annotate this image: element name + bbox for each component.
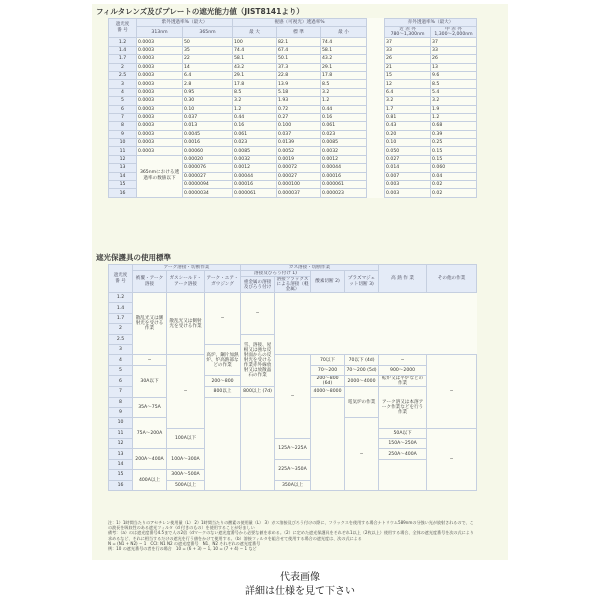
table1-cell: 13 xyxy=(431,63,477,71)
table1-cell: 50.1 xyxy=(277,55,321,63)
note-1: 注：1）1時間当たりのアセチレン使用量（L） 2）1時間当たりの酸素の使用量（L） 3）ガス溶接及びろう付けの際に、フラックスを使用する場合ナトリウム589nmの分強い光が放射されるので、この波長を吸収性のある遮光フィルタ（d 付きのもの）を使用することが好ましい xyxy=(108,520,474,531)
col-vis-min: 最 小 xyxy=(321,27,367,38)
table2-cell: 500A以上 xyxy=(167,480,205,490)
table1-cell: 33 xyxy=(385,46,431,54)
table2-cell: 350A以上 xyxy=(275,480,311,490)
table1-cell: 0.050 xyxy=(385,147,431,155)
table1-row xyxy=(109,63,477,71)
table1-cell: 26 xyxy=(385,55,431,63)
table2-cell: 2000〜4000 xyxy=(345,376,379,387)
caption-details: 詳細は仕様を見て下さい xyxy=(245,586,355,597)
table1-cell: 0.0000094 xyxy=(183,181,233,189)
table1-cell: 0.0003 xyxy=(137,139,183,147)
table2-cell: 70〜200 (5d) xyxy=(345,365,379,375)
table1-row xyxy=(109,113,477,121)
table1-cell: 37 xyxy=(385,38,431,46)
shade-number: 6 xyxy=(109,105,137,113)
table1-cell: 8.5 xyxy=(233,88,277,96)
table1-cell: 0.0045 xyxy=(183,130,233,138)
shade-number: 2 xyxy=(109,324,133,334)
table2-cell: 75A〜200A xyxy=(133,418,167,449)
table1-cell: 0.0016 xyxy=(183,139,233,147)
caption-representative: 代表画像 xyxy=(280,572,320,583)
table2-empty xyxy=(311,397,345,491)
table1-cell: 67.4 xyxy=(277,46,321,54)
table1-title: フィルタレンズ及びプレートの遮光能力値（JIST8141より） xyxy=(96,7,304,16)
shade-number: 1.4 xyxy=(109,46,137,54)
table1-cell: 3.2 xyxy=(233,97,277,105)
note-2: 備考：（a）のは遮光度番号4.5まで人の2倍（dマークのない遮光度番号から必要な値を求める。（2）に定めた遮光保護具をそれぞれ1以上（2枚以上）使用する場合、全体の遮光度番号を次の式により求めるなど、それに相当するだけの遮光を行う値をかけて使用する。（b）溶接フィルタを組合せて使用する場合の遮光度は、次の式による xyxy=(108,530,474,541)
t2-col-arc1: 被覆・アーク溶接 xyxy=(133,271,167,293)
table2-cell: − xyxy=(241,293,275,335)
table1-cell: 0.39 xyxy=(431,130,477,138)
table1-cell: 0.014 xyxy=(385,164,431,172)
table2-cell: 散乱光又は側射光を受ける作業 xyxy=(133,293,167,355)
table1-row xyxy=(109,55,477,63)
shade-number: 6 xyxy=(109,376,133,387)
shade-number: 11 xyxy=(109,147,137,155)
table1-cell: 8.5 xyxy=(321,80,367,88)
table1-cell: 0.0003 xyxy=(137,55,183,63)
table1-cell: 0.007 xyxy=(385,172,431,180)
table2-cell: 225A〜350A xyxy=(275,459,311,480)
table2-body xyxy=(109,293,477,491)
table2-cell: 200A〜400A xyxy=(133,449,167,470)
table1-cell: 0.72 xyxy=(277,105,321,113)
t2-col-arc: アーク溶接・切断作業 xyxy=(133,265,241,271)
table1-cell: 0.000023 xyxy=(321,189,367,197)
shade-number: 1.7 xyxy=(109,55,137,63)
table1-body xyxy=(109,38,477,197)
shade-number: 9 xyxy=(109,407,133,417)
shade-number: 3 xyxy=(109,344,133,354)
table1-cell: 43.2 xyxy=(321,55,367,63)
table2-empty xyxy=(205,397,241,491)
table2-cell: 200〜800 (6d) xyxy=(311,376,345,387)
shade-number: 1.2 xyxy=(109,38,137,46)
shade-number: 2 xyxy=(109,63,137,71)
table1-row xyxy=(109,97,477,105)
t2-col-gas1a: 重金属の溶接及びろう付け xyxy=(241,277,275,293)
table1-cell: 0.16 xyxy=(233,122,277,130)
table1-cell: 0.000027 xyxy=(183,172,233,180)
t2-col-shade-no: 遮光度 番 号 xyxy=(109,265,133,293)
table2-cell: − xyxy=(427,428,477,490)
table1-cell: 0.023 xyxy=(233,139,277,147)
table1-cell: 0.04 xyxy=(431,172,477,180)
shade-number: 13 xyxy=(109,164,137,172)
table1-cell: 74.4 xyxy=(321,38,367,46)
table1-cell: 0.013 xyxy=(183,122,233,130)
table1-cell: 17.8 xyxy=(233,80,277,88)
t2-col-gas: ガス溶接・切断作業 xyxy=(241,265,379,271)
table1-cell: 3.2 xyxy=(431,97,477,105)
table1-cell: 1.9 xyxy=(431,105,477,113)
shade-number: 15 xyxy=(109,470,133,480)
table1-row xyxy=(109,88,477,96)
table2-cell: 50A以下 xyxy=(379,428,427,438)
table1-cell: 0.00016 xyxy=(233,181,277,189)
table1-cell: 1.93 xyxy=(277,97,321,105)
table1-cell: 100 xyxy=(233,38,277,46)
table1-cell: 0.02 xyxy=(431,189,477,197)
shade-number: 14 xyxy=(109,172,137,180)
table1-cell: 0.00027 xyxy=(277,172,321,180)
table1-cell: 0.0032 xyxy=(321,147,367,155)
table1-cell: 58.1 xyxy=(233,55,277,63)
table2-cell: 200〜800 xyxy=(205,376,241,387)
filter-shade-table xyxy=(108,18,477,198)
table2-cell: 転炉又は平炉などの作業 xyxy=(379,376,427,387)
table2-cell: アーク溶又は本溶アーク作業などを行う作業 xyxy=(379,387,427,429)
table1-cell: 0.00044 xyxy=(321,164,367,172)
shade-number: 16 xyxy=(109,189,137,197)
table1-cell: 0.0012 xyxy=(233,164,277,172)
table1-row xyxy=(109,71,477,79)
col-shade-no: 遮光度 番 号 xyxy=(109,19,137,38)
table1-cell: 0.81 xyxy=(385,113,431,121)
table1-cell: 0.0012 xyxy=(321,155,367,163)
table2-cell: − xyxy=(427,355,477,428)
table1-cell: 0.0003 xyxy=(137,63,183,71)
table2-cell: 100A以下 xyxy=(167,428,205,449)
col-vis-max: 最 大 xyxy=(233,27,277,38)
table1-cell: 0.023 xyxy=(321,130,367,138)
t2-col-gas1b: 溶接フラックスによる溶接（軽金属） xyxy=(276,277,309,292)
col-ir-mid: 中 赤 外 1,300～2,000nm xyxy=(431,27,477,38)
table1-row xyxy=(109,46,477,54)
table2-cell: − xyxy=(133,355,167,365)
table1-cell: 9.6 xyxy=(431,71,477,79)
table1-cell: 33 xyxy=(431,46,477,54)
table1-cell: 82.1 xyxy=(277,38,321,46)
col-uv-313: 313nm xyxy=(137,27,183,38)
table2-empty xyxy=(241,397,275,491)
table2-cell: 100A〜300A xyxy=(167,449,205,470)
table1-cell: 0.00020 xyxy=(183,155,233,163)
table2-cell: − xyxy=(345,418,379,491)
table1-cell: 17.8 xyxy=(321,71,367,79)
table1-cell: 0.003 xyxy=(385,189,431,197)
table1-cell: 0.100 xyxy=(277,122,321,130)
col-ir: 赤外透過率%（最大） xyxy=(385,19,477,27)
table1-cell: 0.0003 xyxy=(137,88,183,96)
shade-number: 10 xyxy=(109,139,137,147)
table1-cell: 0.027 xyxy=(385,155,431,163)
table1-cell: 0.44 xyxy=(233,113,277,121)
shade-number: 2.5 xyxy=(109,71,137,79)
t2-col-arc2: ガスシールド・アーク溶接 xyxy=(167,271,205,293)
col-uv: 紫外透過率%（最大） xyxy=(137,19,233,27)
table2-row xyxy=(109,355,477,365)
t2-col-furnace: 高 熱 作 業 xyxy=(379,265,427,293)
table1-cell: 0.061 xyxy=(321,122,367,130)
shade-number: 7 xyxy=(109,113,137,121)
table1-cell: 0.060 xyxy=(431,164,477,172)
table1-cell: 0.061 xyxy=(233,130,277,138)
t2-col-gas2: 酸素切断 2) xyxy=(311,271,345,293)
col-visible: 視感（可視光）透過率% xyxy=(233,19,367,27)
table1-cell: 0.000037 xyxy=(277,189,321,197)
shade-number: 5 xyxy=(109,365,133,375)
table1-cell: 5.4 xyxy=(431,88,477,96)
table1-cell: 14 xyxy=(183,63,233,71)
table2-cell: − xyxy=(167,355,205,428)
table1-cell: 0.20 xyxy=(385,130,431,138)
table1-cell: 5.18 xyxy=(277,88,321,96)
table1-cell: 0.0003 xyxy=(137,97,183,105)
table2-cell: 散乱光又は側射光を受ける作業 xyxy=(167,293,205,355)
notes-block xyxy=(108,520,476,551)
table2-cell: 150A〜250A xyxy=(379,439,427,449)
table1-cell: 0.0003 xyxy=(137,147,183,155)
table1-row xyxy=(109,130,477,138)
table2-cell: 35A〜75A xyxy=(133,397,167,418)
table1-cell: 0.00072 xyxy=(277,164,321,172)
table2-cell: 高炉、鋼片加熱炉、炉高熱部などの作業 xyxy=(205,344,241,375)
table2-cell: 125A〜225A xyxy=(275,439,311,460)
table1-cell: 0.0032 xyxy=(233,155,277,163)
table1-cell: 1.2 xyxy=(233,105,277,113)
usage-standard-table xyxy=(108,264,477,491)
table2-cell: 250A〜400A xyxy=(379,449,427,459)
shade-number: 12 xyxy=(109,155,137,163)
shade-number: 9 xyxy=(109,130,137,138)
table1-row xyxy=(109,80,477,88)
table1-cell: 0.95 xyxy=(183,88,233,96)
table1-row xyxy=(109,139,477,147)
shade-number: 10 xyxy=(109,418,133,428)
table2-cell: − xyxy=(379,355,427,365)
table1-cell: 0.43 xyxy=(385,122,431,130)
table2-cell: 70以下 (4d) xyxy=(345,355,379,365)
table1-cell: 0.00060 xyxy=(183,147,233,155)
table1-cell: 0.10 xyxy=(385,139,431,147)
table1-cell: 0.10 xyxy=(183,105,233,113)
shade-number: 2.5 xyxy=(109,334,133,344)
table1-cell: 0.30 xyxy=(183,97,233,105)
col-ir-near: 近 赤 外 780～1,300nm xyxy=(385,27,431,38)
table1-cell: 0.0003 xyxy=(137,46,183,54)
table1-cell: 21 xyxy=(385,63,431,71)
table2-cell: 30A以下 xyxy=(133,365,167,397)
table1-cell: 0.15 xyxy=(431,147,477,155)
table1-cell: 74.4 xyxy=(233,46,277,54)
shade-number: 7 xyxy=(109,387,133,397)
table1-cell: 0.25 xyxy=(431,139,477,147)
shade-number: 14 xyxy=(109,459,133,469)
table1-cell: 29.1 xyxy=(233,71,277,79)
table1-cell: 13.9 xyxy=(277,80,321,88)
table1-cell: 0.0003 xyxy=(137,105,183,113)
t2-col-gas3: プラズマジェット切断 3) xyxy=(345,271,379,293)
table1-row xyxy=(109,122,477,130)
table2-row xyxy=(109,293,477,303)
table1-cell: 1.7 xyxy=(385,105,431,113)
table1-row xyxy=(109,155,477,163)
table2-cell: 400A以上 xyxy=(133,470,167,491)
table1-cell: 0.000061 xyxy=(321,181,367,189)
table2-cell: − xyxy=(205,293,241,345)
table2-cell: 70以下 xyxy=(311,355,345,365)
table1-cell: 1.2 xyxy=(431,113,477,121)
note-365nm: 365nmにおける透過率の数値以下 xyxy=(137,155,183,197)
col-vis-std: 標 準 xyxy=(277,27,321,38)
shade-number: 1.4 xyxy=(109,303,133,313)
table1-cell: 0.0003 xyxy=(137,71,183,79)
shade-number: 11 xyxy=(109,428,133,438)
shade-number: 1.2 xyxy=(109,293,133,303)
table1-cell: 0.0003 xyxy=(137,113,183,121)
table1-row xyxy=(109,147,477,155)
table1-cell: 50 xyxy=(183,38,233,46)
table1-cell: 0.0003 xyxy=(137,38,183,46)
shade-number: 12 xyxy=(109,439,133,449)
table1-cell: 22.8 xyxy=(277,71,321,79)
table1-cell: 26 xyxy=(431,55,477,63)
table1-cell: 0.0085 xyxy=(321,139,367,147)
note-3: N = (N1 + N2) − 1 CCI: N1 N2 の遮光度番号 N1、N2 それぞれの遮光度番号 xyxy=(108,540,261,546)
table2-empty xyxy=(379,459,427,490)
table1-cell: 0.0003 xyxy=(137,80,183,88)
table1-cell: 0.000061 xyxy=(233,189,277,197)
shade-number: 15 xyxy=(109,181,137,189)
table1-cell: 0.003 xyxy=(385,181,431,189)
table1-cell: 0.0139 xyxy=(277,139,321,147)
table2-cell: 電気炉の作業 xyxy=(345,387,379,418)
t2-col-other: その他の作業 xyxy=(427,265,477,293)
table1-cell: 0.00044 xyxy=(233,172,277,180)
table1-cell: 0.15 xyxy=(431,155,477,163)
table1-cell: 15 xyxy=(385,71,431,79)
table1-cell: 43.2 xyxy=(233,63,277,71)
table2-cell: 雪、溶接、屋根又は強な反射面からの反射光を受ける作業赤外線放射又は放散晶石の作業 xyxy=(241,334,275,387)
table1-cell: 0.0019 xyxy=(277,155,321,163)
table1-cell: 12 xyxy=(385,80,431,88)
table1-cell: 0.037 xyxy=(183,113,233,121)
table1-cell: 8.5 xyxy=(431,80,477,88)
t2-col-gas1: 溶接及びろう付け 1) xyxy=(241,271,311,277)
table1-cell: 0.0085 xyxy=(233,147,277,155)
table1-cell: 1.2 xyxy=(321,97,367,105)
table1-cell: 3.2 xyxy=(385,97,431,105)
shade-number: 16 xyxy=(109,480,133,490)
table1-cell: 3.2 xyxy=(321,88,367,96)
table2-cell: − xyxy=(275,355,311,439)
table1-cell: 35 xyxy=(183,46,233,54)
t2-col-arc3: アーク・エア・ガウジング xyxy=(205,271,241,293)
table1-cell: 0.0003 xyxy=(137,122,183,130)
table1-row xyxy=(109,105,477,113)
table1-cell: 6.4 xyxy=(385,88,431,96)
shade-number: 8 xyxy=(109,122,137,130)
table1-cell: 2.8 xyxy=(183,80,233,88)
table2-cell: 800以上 xyxy=(205,387,241,397)
table2-cell: 70〜200 xyxy=(311,365,345,375)
table2-cell: 4000〜8000 xyxy=(311,387,345,397)
shade-number: 4 xyxy=(109,88,137,96)
table1-cell: 58.1 xyxy=(321,46,367,54)
shade-number: 13 xyxy=(109,449,133,459)
table1-cell: 0.44 xyxy=(321,105,367,113)
table2-title: 遮光保護具の使用標準 xyxy=(96,253,171,262)
table1-cell: 0.0003 xyxy=(137,130,183,138)
table2-cell: 800以上 (7d) xyxy=(241,387,275,397)
table1-cell: 0.037 xyxy=(277,130,321,138)
table1-cell: 0.000076 xyxy=(183,164,233,172)
shade-number: 4 xyxy=(109,355,133,365)
table1-cell: 29.1 xyxy=(321,63,367,71)
note-4: 例：10 の遮光番号の者を行の場合 10 = (6 + 3) − 1, 10 = (7 + 4) − 1 など xyxy=(108,546,257,552)
table2-cell: 300A〜500A xyxy=(167,470,205,480)
table1-cell: 0.00016 xyxy=(321,172,367,180)
table2-cell: 900〜2000 xyxy=(379,365,427,375)
table1-cell: 6.4 xyxy=(183,71,233,79)
table1-cell: 37.3 xyxy=(277,63,321,71)
shade-number: 1.7 xyxy=(109,313,133,323)
table1-cell: 0.68 xyxy=(431,122,477,130)
table1-cell: 22 xyxy=(183,55,233,63)
table1-row xyxy=(109,38,477,46)
col-uv-365: 365nm xyxy=(183,27,233,38)
shade-number: 8 xyxy=(109,397,133,407)
shade-number: 5 xyxy=(109,97,137,105)
shade-number: 3 xyxy=(109,80,137,88)
table1-cell: 0.000100 xyxy=(277,181,321,189)
table1-cell: 0.02 xyxy=(431,181,477,189)
table1-cell: 0.0052 xyxy=(277,147,321,155)
table1-cell: 0.27 xyxy=(277,113,321,121)
table1-cell: 0.0000034 xyxy=(183,189,233,197)
table1-cell: 37 xyxy=(431,38,477,46)
table1-cell: 0.16 xyxy=(321,113,367,121)
